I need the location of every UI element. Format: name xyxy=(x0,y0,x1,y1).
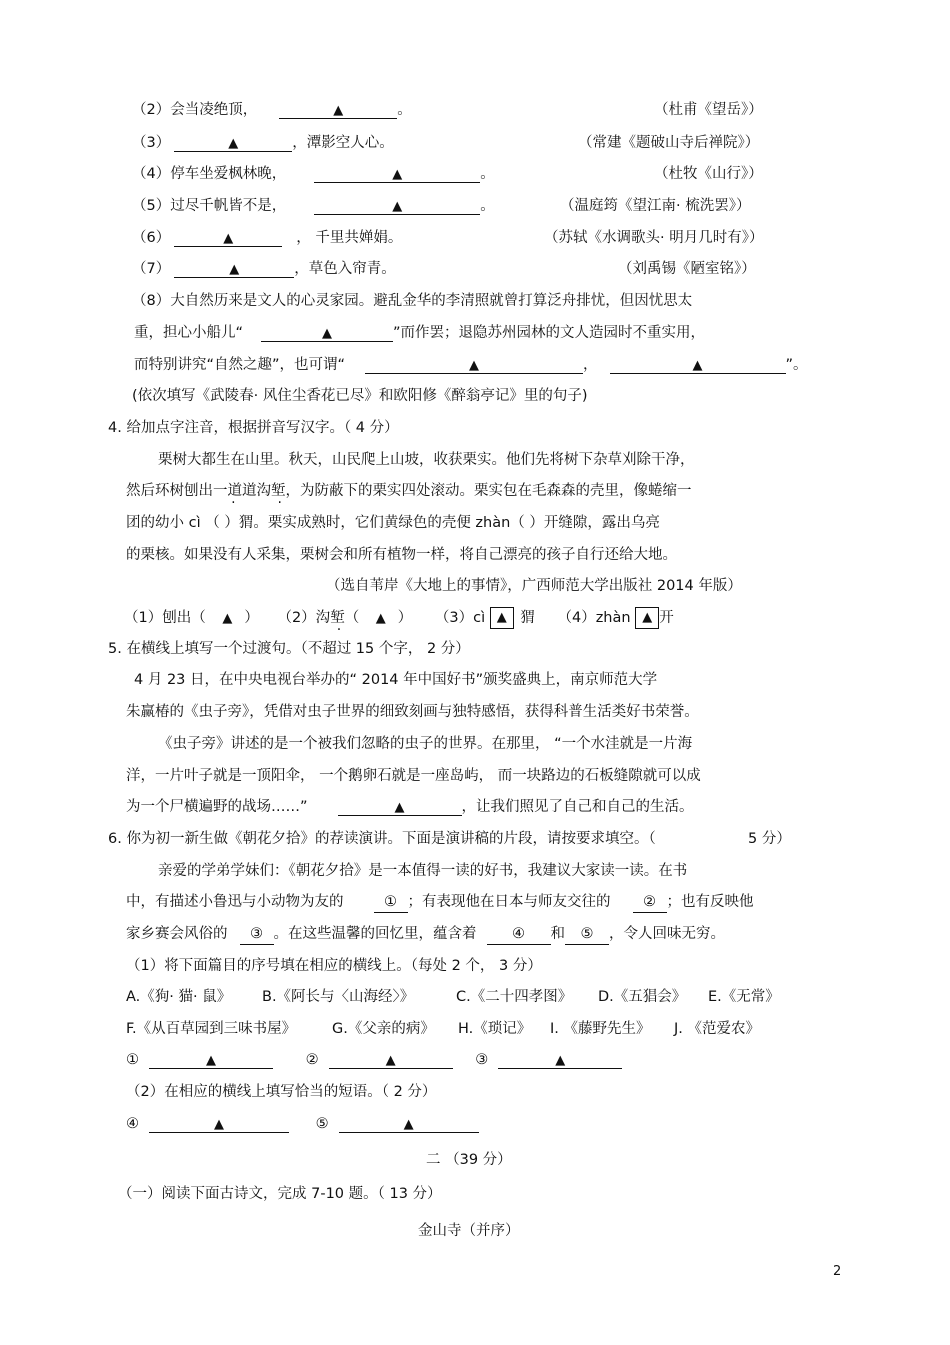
q6-para-line xyxy=(126,892,754,913)
answer-box[interactable] xyxy=(490,607,514,629)
q6-sub2: （2）在相应的横线上填写恰当的短语。（ 2 分） xyxy=(126,1084,437,1100)
line-text: ”而作罢；退隐苏州园林的文人造园时不重实用， xyxy=(393,325,706,341)
q3-line-8d: (依次填写《武陵春· 风住尘香花已尽》和欧阳修《醉翁亭记》里的句子) xyxy=(132,388,588,404)
option-item: B.《阿长与〈山海经〉》 xyxy=(262,989,415,1005)
line-text: 开 xyxy=(659,610,674,626)
q3-line-8c xyxy=(134,355,808,375)
poem-title: 金山寺（并序） xyxy=(418,1223,520,1239)
option-item: F.《从百草园到三味书屋》 xyxy=(126,1021,297,1037)
citation: （杜甫《望岳》） xyxy=(654,102,763,118)
circled-number: ② xyxy=(305,1052,319,1068)
line-text: （6） xyxy=(132,230,171,246)
answer-blank[interactable] xyxy=(149,1114,289,1133)
line-text: ，让我们照见了自己和自己的生活。 xyxy=(461,799,694,815)
numbered-blank[interactable]: ⑤ xyxy=(565,924,609,945)
line-text: 中，有描述小鲁迅与小动物为友的 xyxy=(126,894,344,910)
answer-blank[interactable] xyxy=(174,228,282,247)
option-item: C.《二十四孝图》 xyxy=(456,989,573,1005)
q5-para-line: 洋，一片叶子就是一顶阳伞， 一个鹅卵石就是一座岛屿， 而一块路边的石板缝隙就可以成 xyxy=(126,768,701,784)
line-text: 。在这些温馨的回忆里，蕴含着 xyxy=(273,926,477,942)
q4-answers xyxy=(124,607,674,629)
q5-para-line xyxy=(126,797,694,817)
triangle-icon: ▲ xyxy=(692,358,703,373)
answer-blank[interactable] xyxy=(339,1114,479,1133)
line-text: 和 xyxy=(550,926,565,942)
line-text: ） xyxy=(397,610,413,626)
answer-blank[interactable] xyxy=(149,1050,273,1069)
option-item: G.《父亲的病》 xyxy=(332,1021,435,1037)
line-text: ”。 xyxy=(785,357,808,373)
q6-para-line xyxy=(126,924,725,945)
option-item: D.《五猖会》 xyxy=(598,989,687,1005)
q5-para-line: 4 月 23 日，在中央电视台举办的“ 2014 年中国好书”颁奖盛典上，南京师范大学 xyxy=(134,672,658,688)
option-item: A.《狗· 猫· 鼠》 xyxy=(126,989,232,1005)
line-text: ） xyxy=(244,610,259,626)
line-text: 。 xyxy=(480,198,495,214)
line-text: ；也有反映他 xyxy=(666,894,754,910)
line-text: ， 千里共婵娟。 xyxy=(296,230,403,246)
citation: （苏轼《水调歌头· 明月几时有》） xyxy=(544,230,764,246)
q6-fill-row-2 xyxy=(126,1114,479,1134)
answer-blank[interactable] xyxy=(498,1050,622,1069)
answer-blank[interactable] xyxy=(338,797,462,816)
q4-source: （选自苇岸《大地上的事情》，广西师范大学出版社 2014 年版） xyxy=(326,578,742,594)
q6-para-line: 亲爱的学弟学妹们：《朝花夕拾》是一本值得一读的好书，我建议大家读一读。在书 xyxy=(158,863,688,879)
q5-heading: 5. 在横线上填写一个过渡句。（不超过 15 个字， 2 分） xyxy=(108,641,470,657)
line-text: ，为防蔽下的栗实四处滚动。栗实包在毛森森的壳里，像蜷缩一 xyxy=(285,483,692,499)
numbered-blank[interactable]: ① xyxy=(374,892,408,913)
numbered-blank[interactable]: ④ xyxy=(487,924,551,945)
answer-blank[interactable] xyxy=(261,323,393,342)
citation: （杜牧《山行》） xyxy=(654,166,763,182)
q4-para-line: 栗树大都生在山里。秋天，山民爬上山坡，收获栗实。他们先将树下杂草刈除干净， xyxy=(158,452,695,468)
q3-line-5 xyxy=(132,196,495,216)
dotted-char: 堑 xyxy=(330,610,345,626)
triangle-icon: ▲ xyxy=(223,231,234,246)
q4-para-line: 团的幼小 cì （ ）猬。栗实成熟时，它们黄绿色的壳便 zhàn（ ）开缝隙，露出乌亮 xyxy=(126,515,660,531)
line-text: 。 xyxy=(480,166,495,182)
triangle-icon: ▲ xyxy=(394,800,405,815)
answer-blank[interactable] xyxy=(314,164,480,183)
circled-number: ① xyxy=(126,1052,139,1068)
dotted-char: 出一道道沟 · xyxy=(199,483,272,499)
page-number: 2 xyxy=(833,1264,842,1279)
q4-heading: 4. 给加点字注音，根据拼音写汉字。（ 4 分） xyxy=(108,420,399,436)
triangle-icon: ▲ xyxy=(214,1117,224,1132)
triangle-icon: ▲ xyxy=(555,1053,566,1068)
circled-number: ④ xyxy=(126,1116,139,1132)
line-text: ，令人回味无穷。 xyxy=(609,926,725,942)
line-text: 而特别讲究“自然之趣”，也可谓“ xyxy=(134,357,346,373)
answer-blank[interactable] xyxy=(365,355,583,374)
line-text: 然后环树刨 xyxy=(126,483,199,499)
q3-line-4 xyxy=(132,164,495,184)
q6-sub1: （1）将下面篇目的序号填在相应的横线上。（每处 2 个， 3 分） xyxy=(126,958,542,974)
q6-fill-row-1 xyxy=(126,1050,622,1070)
triangle-icon: ▲ xyxy=(392,199,403,214)
line-text: ，草色入帘青。 xyxy=(294,261,396,277)
triangle-icon: ▲ xyxy=(385,1053,396,1068)
option-item: H.《琐记》 xyxy=(458,1021,532,1037)
q6-options-row-2 xyxy=(126,1019,760,1039)
line-text: （2）会当凌绝顶， xyxy=(132,102,258,118)
answer-blank[interactable] xyxy=(279,100,397,119)
line-text: （2）沟 xyxy=(277,610,331,626)
q5-para-line: 朱赢椿的《虫子旁》，凭借对虫子世界的细致刻画与独特感悟，获得科普生活类好书荣誉。 xyxy=(126,704,699,720)
line-text: 为一个尸横遍野的战场……” xyxy=(126,799,308,815)
line-text: （5）过尽千帆皆不是， xyxy=(132,198,287,214)
triangle-icon: ▲ xyxy=(392,167,403,182)
triangle-icon: ▲ xyxy=(206,1053,216,1068)
q6-points: 5 分） xyxy=(748,831,791,847)
q4-para-line xyxy=(126,481,692,501)
line-text: ， xyxy=(583,357,598,373)
triangle-icon: ▲ xyxy=(322,326,333,341)
option-item: J. 《范爱农》 xyxy=(674,1021,760,1037)
answer-blank[interactable] xyxy=(174,133,292,152)
section-heading: 二 （39 分） xyxy=(426,1152,512,1168)
line-text: （1）刨 xyxy=(124,610,177,626)
numbered-blank[interactable]: ③ xyxy=(240,924,274,945)
answer-blank[interactable] xyxy=(314,196,480,215)
citation: （刘禹锡《陋室铭》） xyxy=(618,261,756,277)
line-text: 家乡赛会风俗的 xyxy=(126,926,228,942)
q3-line-8b xyxy=(134,323,705,343)
line-text: （3） xyxy=(132,135,171,151)
line-text: （4）zhàn xyxy=(557,610,631,626)
line-text: ，潭影空人心。 xyxy=(292,135,394,151)
triangle-icon: ▲ xyxy=(496,610,507,625)
q3-line-2 xyxy=(132,100,412,120)
citation: （温庭筠《望江南· 梳洗罢》） xyxy=(560,198,751,214)
line-text: 重，担心小船儿“ xyxy=(134,325,244,341)
q3-line-6 xyxy=(132,228,402,248)
line-text: 猬 xyxy=(520,610,535,626)
line-text: （7） xyxy=(132,261,171,277)
q6-options-row-1 xyxy=(126,987,780,1007)
line-text: （3）cì xyxy=(434,610,486,626)
option-item: I. 《藤野先生》 xyxy=(550,1021,651,1037)
line-text: （ xyxy=(344,610,360,626)
triangle-icon: ▲ xyxy=(333,103,344,118)
answer-blank[interactable] xyxy=(174,259,294,278)
answer-blank[interactable] xyxy=(329,1050,453,1069)
triangle-icon: ▲ xyxy=(229,262,240,277)
triangle-icon[interactable]: ▲ xyxy=(222,611,233,626)
dotted-char: 堑 xyxy=(271,483,286,499)
numbered-blank[interactable]: ② xyxy=(633,892,667,913)
line-text: 出（ xyxy=(176,610,206,626)
triangle-icon: ▲ xyxy=(403,1117,414,1132)
line-text: 。 xyxy=(397,102,412,118)
line-text: （4）停车坐爱枫林晚， xyxy=(132,166,287,182)
answer-blank[interactable] xyxy=(610,355,786,374)
triangle-icon[interactable]: ▲ xyxy=(375,611,386,626)
part-heading: （一）阅读下面古诗文，完成 7-10 题。（ 13 分） xyxy=(118,1186,442,1202)
triangle-icon: ▲ xyxy=(228,136,239,151)
q3-line-7 xyxy=(132,259,396,279)
circled-number: ③ xyxy=(475,1052,489,1068)
triangle-icon: ▲ xyxy=(642,610,653,625)
q3-line-8a: （8）大自然历来是文人的心灵家园。避乱金华的李清照就曾打算泛舟排忧，但因忧思太 xyxy=(132,293,693,309)
q3-line-3 xyxy=(132,133,394,153)
citation: （常建《题破山寺后禅院》） xyxy=(578,135,760,151)
option-item: E.《无常》 xyxy=(708,989,780,1005)
q5-para-line: 《虫子旁》讲述的是一个被我们忽略的虫子的世界。在那里， “一个水洼就是一片海 xyxy=(158,736,693,752)
circled-number: ⑤ xyxy=(315,1116,329,1132)
line-text: ；有表现他在日本与师友交往的 xyxy=(407,894,611,910)
answer-box[interactable] xyxy=(635,607,659,629)
q4-para-line: 的栗核。如果没有人采集，栗树会和所有植物一样，将自己漂亮的孩子自行还给大地。 xyxy=(126,547,677,563)
triangle-icon: ▲ xyxy=(469,358,480,373)
q6-heading: 6. 你为初一新生做《朝花夕拾》的荐读演讲。下面是演讲稿的片段，请按要求填空。（ xyxy=(108,831,656,847)
